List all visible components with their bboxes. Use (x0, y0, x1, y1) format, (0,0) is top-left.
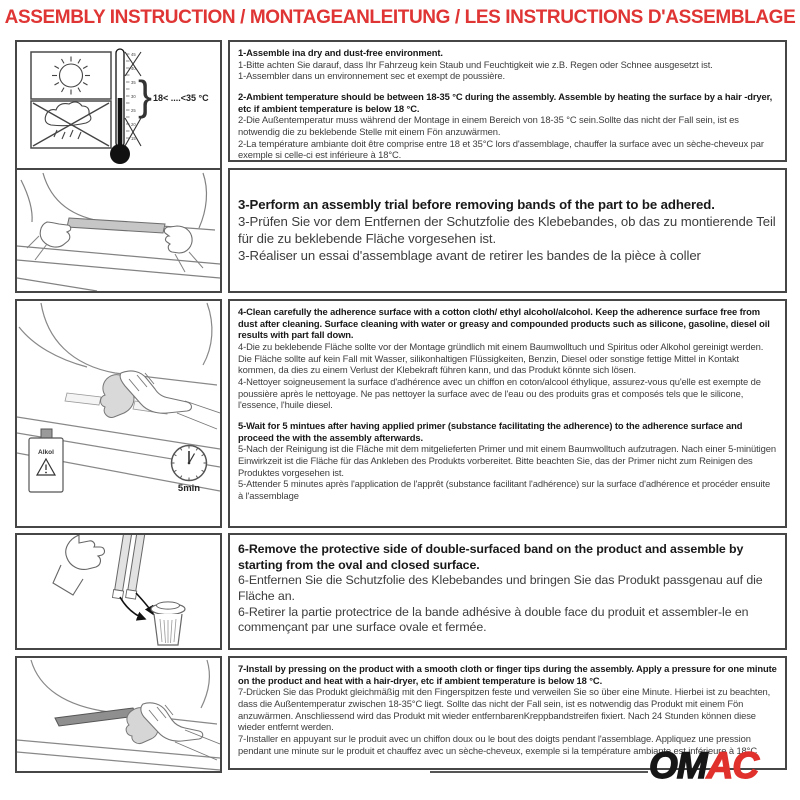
sill-strip (67, 218, 165, 233)
temperature-range-label: 18< ....<35 °C (153, 93, 209, 103)
assembly-trial-icon (17, 170, 220, 291)
step-7 (238, 663, 777, 756)
remove-band-icon (17, 535, 220, 648)
protective-strips (112, 535, 145, 601)
text-box-remove (228, 533, 787, 650)
step-2-fr: 2-La température ambiante doit être comprise entre 18 et 35°C lors d'assemblage, chauffer la surface avec un sèche-cheveux par exemple si celle-ci est inférieure à 18°C. (238, 137, 764, 161)
press-install-icon (17, 658, 220, 771)
text-box-environment (228, 40, 787, 162)
alcohol-bottle-icon (29, 429, 63, 492)
icon-box-environment (15, 40, 222, 183)
step-3-de: 3-Prüfen Sie vor dem Entfernen der Schutzfolie des Klebebandes, ob das zu montierende Teil für die zu beklebende Fläche vorgesehen ist. (238, 214, 776, 246)
step-6-de: 6-Entfernen Sie die Schutzfolie des Klebebandes und bringen Sie das Produkt passgenau auf die Fläche an. (238, 573, 763, 603)
svg-text:40: 40 (131, 66, 136, 71)
step-4 (238, 306, 777, 411)
step-7-en: 7-Install by pressing on the product with a smooth cloth or finger tips during the assembly. Apply a pressure for one minute on the product and heat with a hair-dryer, etc if ambient temperature is below 18 °C. (238, 663, 777, 686)
step-1-fr: 1-Assembler dans un environnement sec et exempt de poussière. (238, 70, 505, 82)
step-1-en: 1-Assemble ina dry and dust-free environment. (238, 47, 443, 58)
thermometer-icon (110, 49, 209, 164)
clean-surface-icon (17, 301, 220, 526)
omac-logo (649, 745, 758, 787)
step-3-en: 3-Perform an assembly trial before removing bands of the part to be adhered. (238, 197, 715, 213)
svg-text:20: 20 (131, 122, 136, 127)
temperature-conditions-icon (17, 42, 220, 181)
sun-icon (31, 52, 111, 99)
step-2 (238, 91, 777, 161)
peeling-hand (66, 535, 105, 569)
svg-text:25: 25 (131, 108, 136, 113)
svg-text:30: 30 (131, 94, 136, 99)
trash-can-icon (151, 602, 185, 645)
svg-text:}: } (138, 72, 153, 119)
page-title: ASSEMBLY INSTRUCTION / MONTAGEANLEITUNG / LES INSTRUCTIONS D'ASSEMBLAGE (4, 7, 796, 28)
step-1-de: 1-Bitte achten Sie darauf, dass Ihr Fahrzeug kein Staub und Feuchtigkeit wie z.B. Regen oder Schnee ausgesetzt ist. (238, 58, 713, 70)
no-rain-icon (31, 101, 111, 148)
step-6-en: 6-Remove the protective side of double-surfaced band on the product and assemble by starting from the oval and closed surface. (238, 542, 744, 572)
step-3-fr: 3-Réaliser un essai d'assemblage avant de retirer les bandes de la pièce à coller (238, 247, 701, 263)
text-box-trial (228, 168, 787, 293)
step-1 (238, 47, 777, 82)
logo-text-red: AC (706, 745, 759, 786)
installed-strip (55, 708, 137, 726)
step-2-de: 2-Die Außentemperatur muss während der Montage in einem Bereich von 18-35 °C sein.Sollte das nicht der Fall sein, ist es notwendig die zu beklebende Stelle mit einem Fön anzuwärmen. (238, 114, 739, 137)
svg-text:45: 45 (131, 52, 136, 57)
logo-text-black: OM (649, 745, 707, 786)
svg-text:35: 35 (131, 80, 136, 85)
icon-box-trial (15, 168, 222, 293)
step-5-en: 5-Wait for 5 mintues after having applied primer (substance facilitating the adherence) to the adherence surface and proceed the with the assembly afterwards. (238, 419, 743, 443)
step-4-fr: 4-Nettoyer soigneusement la surface d'adhérence avec un chiffon en coton/alcool éthylique, assurez-vous qu'elle est exempte de poussière après le nettoyage. Ne pas nettoyer la surface avec de l'eau ou des produits gras et composés tels que le silicone, l'essence, l'huile diesel. (238, 375, 761, 411)
clock-icon (172, 446, 207, 495)
footer-rule (430, 771, 648, 773)
text-box-clean (228, 299, 787, 528)
step-6 (238, 542, 777, 636)
icon-box-clean (15, 299, 222, 528)
step-2-en: 2-Ambient temperature should be between 18-35 °C during the assembly. Assemble by heating the surface by a hair -dryer, etc if ambient temperature is below 18 °C. (238, 90, 773, 114)
step-3 (238, 197, 777, 265)
step-4-en: 4-Clean carefully the adherence surface with a cotton cloth/ ethyl alcohol/alcohol. Keep the adherence surface free from dust after cleaning. Surface cleaning with water or greasy and compounded products such as silicone, gasoline, diesel oil results with part fall down. (238, 306, 770, 341)
step-5-fr: 5-Attender 5 minutes après l'application de l'apprêt (substance facilitant l'adhérence) sur la surface d'adhérence et procéder ensuite à l'assemblage (238, 478, 771, 501)
step-7-de: 7-Drücken Sie das Produkt gleichmäßig mit den Fingerspitzen feste und verweilen Sie so über eine Minute. Hierbei ist zu beachten, dass die Außentemperatur zwischen 18-35°C liegt. Sollte das nicht der Fall sein, ist es notwendig das Produkt mit einem Fön anzuwärmen. Anschliessend wird das Produkt mit wieder entfernbarenKreppbandstreifen fixiert. Nach 24 Stunden können diese wieder entfernt werden. (238, 686, 771, 733)
svg-text:15: 15 (131, 136, 136, 141)
alcohol-label: Alkol (38, 449, 54, 456)
step-7-fr: 7-Installer en appuyant sur le produit avec un chiffon doux ou le bout des doigts pendant l'assemblage. Appliquez une pression pendant une minute sur le produit et chauffez avec un sèche-cheveux, exemple si la température ambiante est inférieure à 18°C (238, 732, 757, 756)
icon-box-install (15, 656, 222, 773)
icon-box-remove (15, 533, 222, 650)
step-5-de: 5-Nach der Reinigung ist die Fläche mit dem mitgelieferten Primer und mit einem Baumwolltuch aufzutragen. Nach einer 5-minütigen Einwirkzeit ist die Fläche für das Ankleben des Produkts vorbereitet. Bitte beachten Sie, das der Primer nicht zum Reinigen des Produktes vorgesehen ist. (238, 443, 776, 478)
step-4-de: 4-Die zu beklebende Fläche sollte vor der Montage gründlich mit einem Baumwolltuch und Spiritus oder Alkohol gereinigt werden. Die Fläche sollte auf kein Fall mit Wasser, silikonhaltigen Flüssigkeiten, Benzin, Diesel oder sonstige fettige Mittel in Kontakt kommen, da dies zu einem Verlust der Klebekraft führen kann, und das Produkt könnte sich lösen. (238, 340, 764, 376)
step-5 (238, 420, 777, 502)
wait-time-label: 5min (177, 483, 201, 494)
step-6-fr: 6-Retirer la partie protectrice de la bande adhésive à double face du produit et assembler-le en commençant par une surface ovale et fermée. (238, 604, 749, 635)
